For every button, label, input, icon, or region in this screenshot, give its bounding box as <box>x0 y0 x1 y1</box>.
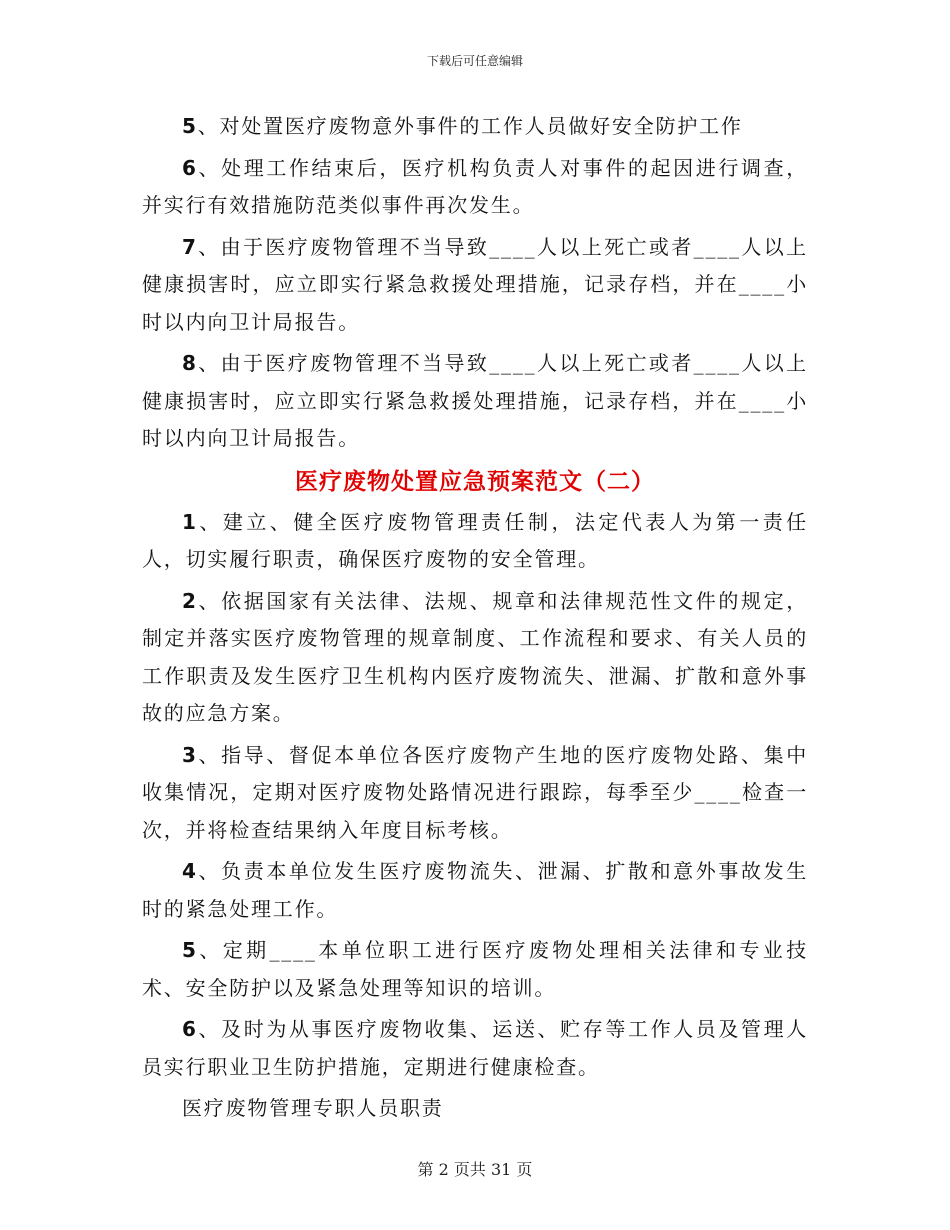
item-text: 、由于医疗废物管理不当导致____人以上死亡或者____人以上健康损害时，应立即实行紧急救援处理措施，记录存档，并在____小时以内向卫计局报告。 <box>142 234 808 334</box>
list-item <box>142 853 808 928</box>
list-item <box>142 345 808 458</box>
list-item <box>142 150 808 225</box>
list-item <box>142 1011 808 1086</box>
item-text: 、及时为从事医疗废物收集、运送、贮存等工作人员及管理人员实行职业卫生防护措施，定期进行健康检查。 <box>142 1017 808 1079</box>
list-item <box>142 932 808 1007</box>
item-number: 2 <box>182 588 198 613</box>
list-item <box>142 108 808 146</box>
item-text: 、对处置医疗废物意外事件的工作人员做好安全防护工作 <box>197 114 743 138</box>
item-number: 5 <box>182 114 198 138</box>
list-item <box>142 229 808 342</box>
item-text: 、建立、健全医疗废物管理责任制，法定代表人为第一责任人，切实履行职责，确保医疗废物的安全管理。 <box>142 509 808 571</box>
section-title: 医疗废物处置应急预案范文（二） <box>295 467 655 495</box>
item-text: 、负责本单位发生医疗废物流失、泄漏、扩散和意外事故发生时的紧急处理工作。 <box>142 859 808 921</box>
item-number: 3 <box>182 742 198 767</box>
item-text: 、依据国家有关法律、法规、规章和法律规范性文件的规定，制定并落实医疗废物管理的规章制度、工作流程和要求、有关人员的工作职责及发生医疗卫生机构内医疗废物流失、泄漏、扩散和意外事故的应急方案。 <box>142 588 808 725</box>
item-number: 6 <box>182 155 198 180</box>
document-body <box>142 108 808 1128</box>
list-item <box>142 583 808 733</box>
item-text: 、由于医疗废物管理不当导致____人以上死亡或者____人以上健康损害时，应立即实行紧急救援处理措施，记录存档，并在____小时以内向卫计局报告。 <box>142 351 808 450</box>
list-item <box>142 737 808 850</box>
item-number: 4 <box>182 859 198 883</box>
closing-line: 医疗废物管理专职人员职责 <box>182 1096 444 1120</box>
item-text: 、定期____本单位职工进行医疗废物处理相关法律和专业技术、安全防护以及紧急处理等知识的培训。 <box>142 938 808 1000</box>
item-number: 6 <box>182 1017 198 1041</box>
page-header: 下载后可任意编辑 <box>426 54 523 68</box>
item-number: 8 <box>182 351 198 375</box>
item-number: 5 <box>182 938 198 962</box>
item-text: 、处理工作结束后，医疗机构负责人对事件的起因进行调查，并实行有效措施防范类似事件再次发生。 <box>142 155 808 217</box>
item-number: 1 <box>182 509 198 534</box>
item-number: 7 <box>182 234 198 259</box>
item-text: 、指导、督促本单位各医疗废物产生地的医疗废物处路、集中收集情况，定期对医疗废物处路情况进行跟踪，每季至少____检查一次，并将检查结果纳入年度目标考核。 <box>142 742 808 842</box>
list-item <box>142 504 808 579</box>
page-footer: 第 2 页共 31 页 <box>417 1160 533 1179</box>
